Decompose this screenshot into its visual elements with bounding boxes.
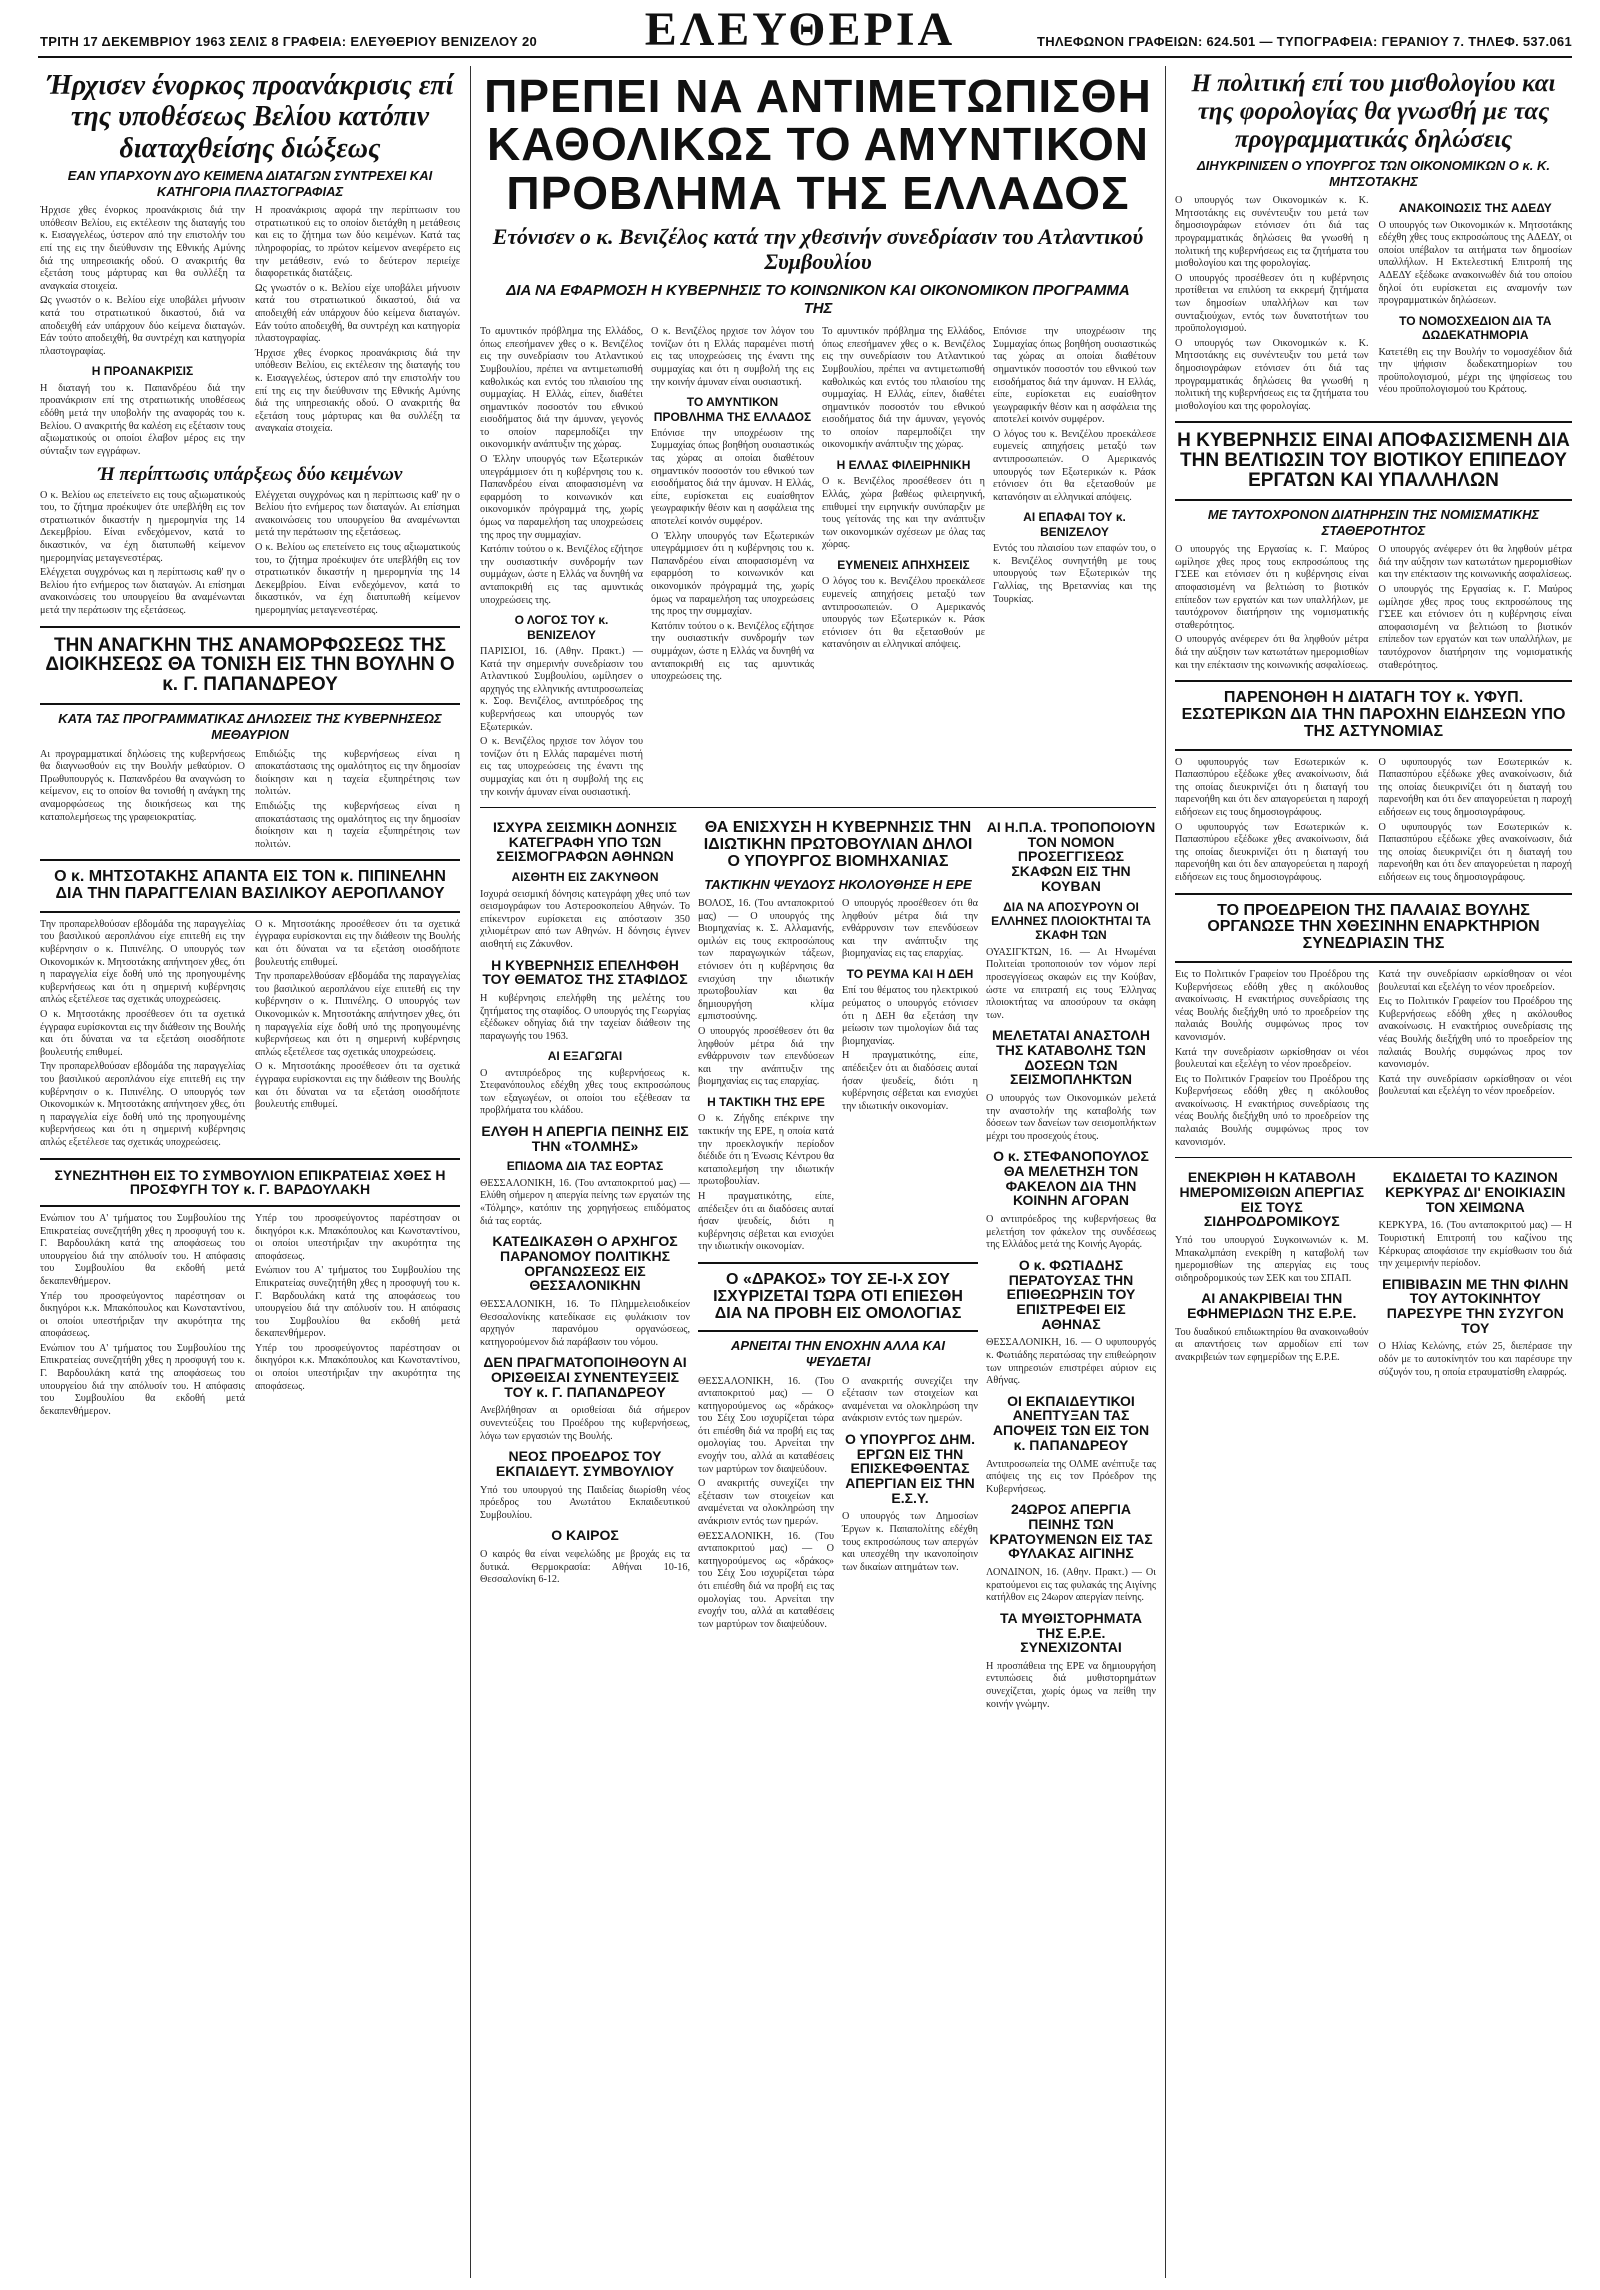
paragraph: Ήρχισε χθες ένορκος προανάκρισις διά την υπόθεσιν Βελίου, εις εκτέλεσιν της διαταγής του κ. Εισαγγελέως, ύστερον από την επιστολήν του επί της εις την διεύθυνσιν της Εθνικής Αμύνης διά της υπηρεσιακής οδού. Ο ανακριτής θα εξετάση τους μάρτυρας και θα συλλέξη τα αναγκαία στοιχεία. — [255, 347, 460, 435]
paragraph: Ο κ. Βελίου ως επετείνετο εις τους αξιωματικούς του, το ζήτημα προέκυψεν ότε υπεβλήθη εις τον στρατιωτικόν δικαστήν η ημερομηνία της 14 Δεκεμβρίου. Είναι ενδεχόμενον, κατά το δικαστικόν, να έχη διατυπωθή κείμενον ημερομηνίας μεταγενεστέρας. — [255, 541, 460, 616]
paragraph: Ο ανακριτής συνεχίζει την εξέτασιν των στοιχείων και αναμένεται να ολοκληρώση την ανάκρισιν εντός των ημερών. — [842, 1375, 978, 1425]
middle-columns — [480, 814, 1156, 1713]
paragraph: ΠΑΡΙΣΙΟΙ, 16. (Αθην. Πρακτ.) — Κατά την σημερινήν συνεδρίασιν του Ατλαντικού Συμβουλίου, ωμίλησεν ο αρχηγός της ελληνικής αντιπροσωπείας κ. Σοφ. Βενιζέλος, αντιπρόεδρος της κυβερνήσεως και υπουργός των Εξωτερικών. — [480, 645, 643, 733]
lead-body — [480, 326, 1156, 801]
paragraph: Κατά την συνεδρίασιν ωρκίσθησαν οι νέοι βουλευταί και εξελέγη το νέον προεδρείον. — [1378, 1073, 1572, 1098]
paragraph: Η προανάκρισις αφορά την περίπτωσιν του στρατιωτικού εις το οποίον διετάχθη η μετάθεσις και εις το ζήτημα των δύο κειμένων. Κατά τας πληροφορίας, το πρώτον κείμενον ανεφέρετο εις την μετάθεσιν, ενώ το δεύτερον περιείχε διαφορετικάς διατάξεις. — [255, 205, 460, 280]
column-divider — [470, 66, 471, 2278]
paragraph: Ο κ. Βελίου ως επετείνετο εις τους αξιωματικούς του, το ζήτημα προέκυψεν ότε υπεβλήθη εις τον στρατιωτικόν δικαστήν η ημερομηνία της 14 Δεκεμβρίου. Είναι ενδεχόμενον, κατά το δικαστικόν, να έχη διατυπωθή κείμενον ημερομηνίας μεταγενεστέρας. — [40, 489, 245, 564]
paragraph: Ήρχισε χθες ένορκος προανάκρισις διά την υπόθεσιν Βελίου, εις εκτέλεσιν της διαταγής του κ. Εισαγγελέως, ύστερον από την επιστολήν του επί της εις την διεύθυνσιν της Εθνικής Αμύνης διά της υπηρεσιακής οδού. Ο ανακριτής θα εξετάση τους μάρτυρας και θα συλλέξη τα αναγκαία στοιχεία. — [40, 205, 245, 292]
paragraph: Εις το Πολιτικόν Γραφείον του Προέδρου της Κυβερνήσεως εδόθη χθες η ακόλουθος ανακοίνωσις. Η ενακτήριος συνεδρίασις της νέας Βουλής διεξήχθη υπό το προεδρείον της παλαιάς Βουλής συμφώνως προς τον κανονισμόν. — [1378, 996, 1572, 1071]
paragraph: ΟΥΑΣΙΓΚΤΩΝ, 16. — Αι Ηνωμέναι Πολιτείαι τροποποιούν τον νόμον περί προσεγγίσεως σκαφών εις την Κούβαν, ώστε να επιτραπή εις τους Έλληνας πλοιοκτήτας να αποσύρουν τα σκάφη των. — [986, 946, 1156, 1021]
article-headline-common-market: Ο κ. ΣΤΕΦΑΝΟΠΟΥΛΟΣ ΘΑ ΜΕΛΕΤΗΣΗ ΤΟΝ ΦΑΚΕΛΟΝ ΔΙΑ ΤΗΝ ΚΟΙΝΗΝ ΑΓΟΡΑΝ — [993, 1148, 1149, 1209]
article-subhead: ΕΑΝ ΥΠΑΡΧΟΥΝ ΔΥΟ ΚΕΙΜΕΝΑ ΔΙΑΤΑΓΩΝ ΣΥΝΤΡΕΧΕΙ ΚΑΙ ΚΑΤΗΓΟΡΙΑ ΠΛΑΣΤΟΓΡΑΦΙΑΣ — [67, 168, 433, 199]
paragraph: Ο Έλλην υπουργός των Εξωτερικών υπεγράμμισεν ότι η κυβέρνησις του κ. Παπανδρέου είναι αποφασισμένη να εφαρμόση το κοινωνικόν και οικονομικόν πρόγραμμά της, χωρίς όμως να παραμελήση τας υποχρεώσεις της προς την συμμαχίαν. — [651, 530, 814, 618]
article-headline-papandreou: ΤΗΝ ΑΝΑΓΚΗΝ ΤΗΣ ΑΝΑΜΟΡΦΩΣΕΩΣ ΤΗΣ ΔΙΟΙΚΗΣΕΩΣ ΘΑ ΤΟΝΙΣΗ ΕΙΣ ΤΗΝ ΒΟΥΛΗΝ Ο κ. Γ. ΠΑΠΑΝΔΡΕΟΥ — [45, 634, 455, 696]
paragraph: Ο υφυπουργός των Εσωτερικών κ. Παπασπύρου εξέδωκε χθες ανακοίνωσιν, διά της οποίας διευκρινίζει ότι η διαταγή του παρενοήθη και ότι δεν απαγορεύεται η παροχή ειδήσεων εις τους δημοσιογράφους. — [1175, 821, 1369, 883]
article-headline-council: ΝΕΟΣ ΠΡΟΕΔΡΟΣ ΤΟΥ ΕΚΠΑΙΔΕΥΤ. ΣΥΜΒΟΥΛΙΟΥ — [495, 1448, 675, 1479]
paragraph: Ο υπουργός των Δημοσίων Έργων κ. Παπαπολίτης εδέχθη τους εκπροσώπους των απεργών και υπεσχέθη την ικανοποίησιν των δικαίων αιτημάτων των. — [842, 1511, 978, 1573]
article-headline-ere: ΤΑ ΜΥΘΙΣΤΟΡΗΜΑΤΑ ΤΗΣ Ε.Ρ.Ε. ΣΥΝΕΧΙΖΟΝΤΑΙ — [999, 1609, 1143, 1656]
paragraph: Ο λόγος του κ. Βενιζέλου προεκάλεσε ευμενείς απηχήσεις μεταξύ των αντιπροσωπειών. Ο Αμερικανός υπουργός των Εξωτερικών κ. Ράσκ ετόνισεν ότι θα εξετασθούν με κατανόησιν αι ελληνικαί απόψεις. — [993, 428, 1156, 503]
paragraph: Του δυαδικού επιδιωκτηρίου θα ανακοινωθούν αι απαντήσεις των αρμοδίων επί των ανακριβειών των εφημερίδων της Ε.Ρ.Ε. — [1175, 1326, 1369, 1363]
article-headline-car-accident: ΕΠΙΒΙΒΑΣΙΝ ΜΕ ΤΗΝ ΦΙΛΗΝ ΤΟΥ ΑΥΤΟΚΙΝΗΤΟΥ ΠΑΡΕΣΥΡΕ ΤΗΝ ΣΥΖΥΓΟΝ ΤΟΥ — [1382, 1275, 1569, 1336]
paragraph: Η πραγματικότης, είπε, απέδειξεν ότι αι διαδόσεις αυταί ήσαν ψευδείς, διότι η κυβέρνησις σέβεται και ενισχύει την ιδιωτικήν οικονομίαν. — [698, 1190, 834, 1253]
article-headline-conviction: ΚΑΤΕΔΙΚΑΣΘΗ Ο ΑΡΧΗΓΟΣ ΠΑΡΑΝΟΜΟΥ ΠΟΛΙΤΙΚΗΣ ΟΡΓΑΝΩΣΕΩΣ ΕΙΣ ΘΕΣΣΑΛΟΝΙΚΗΝ — [492, 1233, 678, 1294]
article-headline-aegina: 24ΩΡΟΣ ΑΠΕΡΓΙΑ ΠΕΙΝΗΣ ΤΩΝ ΚΡΑΤΟΥΜΕΝΩΝ ΕΙΣ ΤΑΣ ΦΥΛΑΚΑΣ ΑΙΓΙΝΗΣ — [989, 1501, 1153, 1562]
paragraph: Την προπαρελθούσαν εβδομάδα της παραγγελίας του βασιλικού αεροπλάνου είχε επιτεθή εις την κυβέρνησιν ο κ. Πιπινέλης. Ο υπουργός των Οικονομικών κ. Μητσοτάκης απήντησεν χθες, ότι η παραγγελία είχε δοθή υπό της προηγουμένης κυβερνήσεως και ότι η σημερινή κυβέρνησις απλώς εξετέλεσε τας σχετικάς υποχρεώσεις. — [255, 971, 460, 1058]
paragraph: Η κυβέρνησις επελήφθη της μελέτης του ζητήματος της σταφίδος. Ο υπουργός της Γεωργίας εξέδωκεν οδηγίας διά την ταχείαν διάθεσιν της παραγωγής του 1963. — [480, 992, 690, 1042]
article-subhead: ΔΙΗΥΚΡΙΝΙΣΕΝ Ο ΥΠΟΥΡΓΟΣ ΤΩΝ ΟΙΚΟΝΟΜΙΚΩΝ Ο κ. Κ. ΜΗΤΣΟΤΑΚΗΣ — [1196, 158, 1551, 189]
subhead: ΑΙΣΘΗΤΗ ΕΙΣ ΖΑΚΥΝΘΟΝ — [511, 870, 659, 885]
paragraph: Ο υπουργός των Οικονομικών κ. Μητσοτάκης εδέχθη χθες τους εκπροσώπους της ΑΔΕΔΥ, οι οποίοι υπέβαλον τα αιτήματα των δημοσίων υπαλλήλων. Η Εκτελεστική Επιτροπή της ΑΔΕΔΥ εξέδωκε ανακοινωθέν διά του οποίου δηλοί ότι ευρίσκεται εις αναμονήν των προγραμματικών δηλώσεων. — [1378, 219, 1572, 307]
paragraph: Ο υφυπουργός των Εσωτερικών κ. Παπασπύρου εξέδωκε χθες ανακοίνωσιν, διά της οποίας διευκρινίζει ότι η διαταγή του παρενοήθη και ότι δεν απαγορεύεται η παροχή ειδήσεων εις τους δημοσιογράφους. — [1378, 756, 1572, 818]
paragraph: Ο κ. Βενιζέλος ηρχισε τον λόγον του τονίζων ότι η Ελλάς παραμένει πιστή εις τας υποχρεώσεις της έναντι της συμμαχίας και ότι η συμβολή της εις την κοινήν άμυναν είναι ουσιαστική. — [480, 736, 643, 798]
section-heading: Η ΠΡΟΑΝΑΚΡΙΣΙΣ — [91, 364, 194, 379]
section-heading: ΤΟ ΝΟΜΟΣΧΕΔΙΟΝ ΔΙΑ ΤΑ ΔΩΔΕΚΑΤΗΜΟΡΙΑ — [1399, 313, 1552, 343]
masthead-phones: ΤΗΛΕΦΩΝΟΝ ΓΡΑΦΕΙΩΝ: 624.501 — ΤΥΠΟΓΡΑΦΕΙΑ: ΓΕΡΑΝΙΟΥ 7. ΤΗΛΕΦ. 537.061 — [1036, 34, 1572, 49]
paragraph: Η προσπάθεια της ΕΡΕ να δημιουργήση εντυπώσεις διά μυθιστορημάτων συνεχίζεται, χωρίς όμως να πείθη την κοινήν γνώμην. — [986, 1660, 1156, 1710]
paragraph: Ο κ. Μητσοτάκης προσέθεσεν ότι τα σχετικά έγγραφα ευρίσκονται εις την διάθεσιν της Βουλής και ότι δύναται να τα εξετάση οιοσδήποτε βουλευτής επιθυμεί. — [255, 1061, 460, 1111]
article-headline-mitsotakis: Ο κ. ΜΗΤΣΟΤΑΚΗΣ ΑΠΑΝΤΑ ΕΙΣ ΤΟΝ κ. ΠΙΠΙΝΕΛΗΝ ΔΙΑ ΤΗΝ ΠΑΡΑΓΓΕΛΙΑΝ ΒΑΣΙΛΙΚΟΥ ΑΕΡΟΠΛΑΝΟΥ — [54, 868, 446, 903]
paragraph: Ο υπουργός των Οικονομικών κ. Κ. Μητσοτάκης εις συνέντευξιν του μετά των δημοσιογράφων ετόνισεν ότι διά τας προγραμματικάς δηλώσεις θα γνωσθή η πολιτική της κυβερνήσεως εις τα ζητήματα του μισθολογίου και της φορολογίας. — [1175, 337, 1369, 412]
industry-column — [698, 814, 978, 1713]
paragraph: Ενώπιον του Α' τμήματος του Συμβουλίου της Επικρατείας συνεζητήθη χθες η προσφυγή του κ. Γ. Βαρδουλάκη κατά της αποφάσεως του υπουργείου διά την απόλυσίν του. Η απόφασις του Συμβουλίου θα εκδοθή μετά δεκαπενθήμερον. — [40, 1342, 245, 1417]
paragraph: Κατετέθη εις την Βουλήν το νομοσχέδιον διά την ψήφισιν δωδεκατημορίων του προϋπολογισμού, μέχρι της ψηφίσεως του νέου προϋπολογισμού του Κράτους. — [1378, 346, 1572, 396]
paragraph: Η διαταγή του κ. Παπανδρέου διά την προανάκρισιν επί της στρατιωτικής υποθέσεως εδόθη μετά την υποβολήν της αναφοράς του κ. Βελίου. Ο ανακριτής θα καλέση εις εξέτασιν τους αξιωματικούς οι οποίοι έλαβον μέρος εις την σύνταξιν των εγγράφων. — [40, 382, 245, 457]
paragraph: Ο υπουργός των Οικονομικών μελετά την αναστολήν της καταβολής των δόσεων των δανείων των σεισμοπλήκτων μέχρι του προσεχούς έτους. — [986, 1093, 1156, 1142]
article-body — [40, 205, 460, 460]
paragraph: ΘΕΣΣΑΛΟΝΙΚΗ, 16. — Ο υφυπουργός κ. Φωτιάδης περατώσας την επιθεώρησιν των υπηρεσιών επιστρέφει αύριον εις Αθήνας. — [986, 1337, 1156, 1387]
article-headline-casino: ΕΚΔΙΔΕΤΑΙ ΤΟ ΚΑΖΙΝΟΝ ΚΕΡΚΥΡΑΣ ΔΙ' ΕΝΟΙΚΙΑΣΙΝ ΤΟΝ ΧΕΙΜΩΝΑ — [1385, 1169, 1566, 1215]
section-heading: ΕΥΜΕΝΕΙΣ ΑΠΗΧΗΣΕΙΣ — [837, 558, 970, 573]
paragraph: ΘΕΣΣΑΛΟΝΙΚΗ, 16. (Του ανταποκριτού μας) — Ο κατηγορούμενος ως «δράκος» του Σέιχ Σου ισχυρίζεται τώρα ότι επιέσθη διά να προβή εις τας ομολογίας του. Αρνείται την ενοχήν του, αλλά αι καταθέσεις των μαρτύρων τον διαψεύδουν. — [698, 1530, 834, 1630]
article-headline-teachers: ΟΙ ΕΚΠΑΙΔΕΥΤΙΚΟΙ ΑΝΕΠΤΥΞΑΝ ΤΑΣ ΑΠΟΨΕΙΣ ΤΩΝ ΕΙΣ ΤΟΝ κ. ΠΑΠΑΝΔΡΕΟΥ — [992, 1392, 1150, 1453]
paragraph: Ο υπουργός προσέθεσεν ότι θα ληφθούν μέτρα διά την ενθάρρυνσιν των επενδύσεων και την ανάπτυξιν της βιομηχανίας εις τας επαρχίας. — [698, 1026, 834, 1088]
subhead: ΕΠΙΔΟΜΑ ΔΙΑ ΤΑΣ ΕΟΡΤΑΣ — [506, 1159, 664, 1174]
paragraph: Ο κ. Βενιζέλος ηρχισε τον λόγον του τονίζων ότι η Ελλάς παραμένει πιστή εις τας υποχρεώσεις της έναντι της συμμαχίας και ότι η συμβολή της εις την κοινήν άμυναν είναι ουσιαστική. — [651, 326, 814, 388]
article-headline-public-works: Ο ΥΠΟΥΡΓΟΣ ΔΗΜ. ΕΡΓΩΝ ΕΙΣ ΤΗΝ ΕΠΙΣΚΕΦΘΕΝΤΑΣ ΑΠΕΡΓΙΑΝ ΕΙΣ ΤΗΝ Ε.Σ.Υ. — [845, 1430, 975, 1506]
briefs-column — [480, 814, 690, 1713]
paragraph: Κατόπιν τούτου ο κ. Βενιζέλος εζήτησε την ουσιαστικήν συνδρομήν των συμμάχων, ώστε η Ελλάς να δυνηθή να ανταποκριθή εις τας αμυντικάς υποχρεώσεις της. — [651, 620, 814, 683]
paragraph: Ο υφυπουργός των Εσωτερικών κ. Παπασπύρου εξέδωκε χθες ανακοίνωσιν, διά της οποίας διευκρινίζει ότι η διαταγή του παρενοήθη και ότι δεν απαγορεύεται η παροχή ειδήσεων εις τους δημοσιογράφους. — [1378, 821, 1572, 883]
lead-deck: Ετόνισεν ο κ. Βενιζέλος κατά την χθεσινήν συνεδρίασιν του Ατλαντικού Συμβουλίου — [492, 223, 1144, 274]
subhead: ΔΙΑ ΝΑ ΑΠΟΣΥΡΟΥΝ ΟΙ ΕΛΛΗΝΕΣ ΠΛΟΙΟΚΤΗΤΑΙ ΤΑ ΣΚΑΦΗ ΤΩΝ — [991, 899, 1151, 943]
paragraph: Κατά την συνεδρίασιν ωρκίσθησαν οι νέοι βουλευταί και εξελέγη το νέον προεδρείον. — [1175, 1046, 1369, 1071]
paragraph: Επί του θέματος του ηλεκτρικού ρεύματος ο υπουργός ετόνισεν ότι η ΔΕΗ θα εξετάση την μείωσιν των τιμολογίων διά τας βιομηχανίας. — [842, 985, 978, 1047]
paragraph: Επόνισε την υποχρέωσιν της Συμμαχίας όπως βοηθήση ουσιαστικώς τας χώρας αι οποίαι διαθέτουν σημαντικόν ποσοστόν του εθνικού των εισοδήματος διά την άμυναν. Η Ελλάς, είπε, ευρίσκεται εις ευαίσθητον γεωγραφικήν θέσιν και η ασφάλεια της αποτελεί κοινόν συμφέρον. — [651, 427, 814, 528]
article-headline-vardoulakis: ΣΥΝΕΖΗΤΗΘΗ ΕΙΣ ΤΟ ΣΥΜΒΟΥΛΙΟΝ ΕΠΙΚΡΑΤΕΙΑΣ ΧΘΕΣ Η ΠΡΟΣΦΥΓΗ ΤΟΥ κ. Γ. ΒΑΡΔΟΥΛΑΚΗ — [54, 1166, 446, 1198]
section-heading: Ο ΛΟΓΟΣ ΤΟΥ κ. ΒΕΝΙΖΕΛΟΥ — [514, 613, 609, 642]
article-headline-tolmi: ΕΛΥΘΗ Η ΑΠΕΡΓΙΑ ΠΕΙΝΗΣ ΕΙΣ ΤΗΝ «ΤΟΛΜΗΣ» — [481, 1123, 689, 1154]
article-headline-interviews: ΔΕΝ ΠΡΑΓΜΑΤΟΠΟΙΗΘΟΥΝ ΑΙ ΟΡΙΣΘΕΙΣΑΙ ΣΥΝΕΝΤΕΥΞΕΙΣ ΤΟΥ κ. Γ. ΠΑΠΑΝΔΡΕΟΥ — [483, 1354, 687, 1400]
paragraph: Υπό του υπουργού Συγκοινωνιών κ. Μ. Μπακαλμπάση ενεκρίθη η καταβολή των ημερομισθίων της απεργίας εις τους σιδηροδρομικούς των ΣΕΚ και του ΣΠΑΠ. — [1175, 1235, 1369, 1284]
weather-heading: Ο ΚΑΙΡΟΣ — [551, 1527, 619, 1544]
paragraph: Ελέγχεται συγχρόνως και η περίπτωσις καθ' ην ο Βελίου ήτο ενήμερος των διαταγών. Αι επίσημαι ανακοινώσεις του υπουργείου θα αναμένωνται μετά την περάτωσιν της εξετάσεως. — [255, 489, 460, 539]
section-heading: ΑΙ ΕΠΑΦΑΙ ΤΟΥ κ. ΒΕΝΙΖΕΛΟΥ — [1023, 510, 1126, 539]
section-heading: ΑΙ ΕΞΑΓΩΓΑΙ — [547, 1049, 623, 1064]
paragraph: Εντός του πλαισίου των επαφών του, ο κ. Βενιζέλος συνηντήθη με τους υπουργούς των Εξωτερικών της Γαλλίας, της Βρεταννίας και της Τουρκίας. — [993, 543, 1156, 605]
paragraph: ΒΟΛΟΣ, 16. (Του ανταποκριτού μας) — Ο υπουργός της Βιομηχανίας κ. Σ. Αλλαμανής, ομιλών εις τους εκπροσώπους των παραγωγικών τάξεων, ετόνισεν ότι η κυβέρνησις θα ενισχύση την ιδιωτικήν πρωτοβουλίαν και θα δημιουργήση κλίμα εμπιστοσύνης. — [698, 898, 834, 1023]
newspaper-title: ΕΛΕΥΘΕΡΙΑ — [644, 3, 956, 56]
article-subhead: ΑΡΝΕΙΤΑΙ ΤΗΝ ΕΝΟΧΗΝ ΑΛΛΑ ΚΑΙ ΨΕΥΔΕΤΑΙ — [730, 1338, 946, 1369]
paragraph: Ο υπουργός της Εργασίας κ. Γ. Μαύρος ωμίλησε χθες προς τους εκπροσώπους της ΓΣΕΕ και ετόνισεν ότι η κυβέρνησις είναι αποφασισμένη να βελτιώση το βιοτικόν επίπεδον των εργατών και των υπαλλήλων, με ταυτόχρονον διατήρησιν της νομισματικής σταθερότητος. — [1378, 584, 1572, 671]
paragraph: Ο λόγος του κ. Βενιζέλου προεκάλεσε ευμενείς απηχήσεις μεταξύ των αντιπροσωπειών. Ο Αμερικανός υπουργός των Εξωτερικών κ. Ράσκ ετόνισεν ότι θα εξετασθούν με κατανόησιν αι ελληνικαί απόψεις. — [822, 576, 985, 651]
paragraph: Ο υφυπουργός των Εσωτερικών κ. Παπασπύρου εξέδωκε χθες ανακοίνωσιν, διά της οποίας διευκρινίζει ότι η διαταγή του παρενοήθη και ότι δεν απαγορεύεται η παροχή ειδήσεων εις τους δημοσιογράφους. — [1175, 756, 1369, 818]
paragraph: ΚΕΡΚΥΡΑ, 16. (Του ανταποκριτού μας) — Η Τουριστική Επιτροπή του καζίνου της Κέρκυρας αποφάσισε την εκμίσθωσιν του διά την χειμερινήν περίοδον. — [1378, 1220, 1572, 1270]
article-headline-parliament: ΤΟ ΠΡΟΕΔΡΕΙΟΝ ΤΗΣ ΠΑΛΑΙΑΣ ΒΟΥΛΗΣ ΟΡΓΑΝΩΣΕ ΤΗΝ ΧΘΕΣΙΝΗΝ ΕΝΑΡΚΤΗΡΙΟΝ ΣΥΝΕΔΡΙΑΣΙΝ ΤΗΣ — [1207, 901, 1540, 953]
paragraph: Υπέρ του προσφεύγοντος παρέστησαν οι δικηγόροι κ.κ. Μπακόπουλος και Κωνσταντίνου, οι οποίοι υπεστήριξαν την ακυρότητα της αποφάσεως. — [255, 1212, 460, 1262]
paragraph: Ενώπιον του Α' τμήματος του Συμβουλίου της Επικρατείας συνεζητήθη χθες η προσφυγή του κ. Γ. Βαρδουλάκη κατά της αποφάσεως του υπουργείου διά την απόλυσίν του. Η απόφασις του Συμβουλίου θα εκδοθή μετά δεκαπενθήμερον. — [40, 1212, 245, 1287]
paragraph: Αντιπροσωπεία της ΟΛΜΕ ανέπτυξε τας απόψεις της εις τον Πρόεδρον της Κυβερνήσεως. — [986, 1458, 1156, 1495]
article-headline-railway: ΕΝΕΚΡΙΘΗ Η ΚΑΤΑΒΟΛΗ ΗΜΕΡΟΜΙΣΘΙΩΝ ΑΠΕΡΓΙΑΣ ΕΙΣ ΤΟΥΣ ΣΙΔΗΡΟΔΡΟΜΙΚΟΥΣ — [1179, 1169, 1364, 1230]
paragraph: Ο υπουργός ανέφερεν ότι θα ληφθούν μέτρα διά την αύξησιν των κατωτάτων ημερομισθίων και την επέκτασιν της κοινωνικής ασφαλίσεως. — [1175, 634, 1369, 671]
paragraph: Ο αντιπρόεδρος της κυβερνήσεως θα μελετήση τον φάκελον της συνδέσεως της Ελλάδος μετά της Κοινής Αγοράς. — [986, 1214, 1156, 1251]
paragraph: Ισχυρά σεισμική δόνησις κατεγράφη χθες υπό των σεισμογράφων του Αστεροσκοπείου Αθηνών. Το επίκεντρον ευρίσκεται εις απόστασιν 350 χιλιομέτρων από των Αθηνών. Η δόνησις έγινεν αισθητή εις Ζάκυνθον. — [480, 888, 690, 950]
weather-text: Ο καιρός θα είναι νεφελώδης με βροχάς εις τα δυτικά. Θερμοκρασία: Αθήναι 10-16, Θεσσαλονίκη 6-12. — [480, 1549, 690, 1586]
lead-kicker: ΔΙΑ ΝΑ ΕΦΑΡΜΟΣΗ Η ΚΥΒΕΡΝΗΣΙΣ ΤΟ ΚΟΙΝΩΝΙΚΟΝ ΚΑΙ ΟΙΚΟΝΟΜΙΚΟΝ ΠΡΟΓΡΑΜΜΑ ΤΗΣ — [506, 282, 1130, 318]
paragraph: Ενώπιον του Α' τμήματος του Συμβουλίου της Επικρατείας συνεζητήθη χθες η προσφυγή του κ. Γ. Βαρδουλάκη κατά της αποφάσεως του υπουργείου διά την απόλυσίν του. Η απόφασις του Συμβουλίου θα εκδοθή μετά δεκαπενθήμερον. — [255, 1265, 460, 1340]
paragraph: Ο υπουργός προσέθεσεν ότι θα ληφθούν μέτρα διά την ενθάρρυνσιν των επενδύσεων και την ανάπτυξιν της βιομηχανίας εις τας επαρχίας. — [842, 898, 978, 960]
news-briefs-column — [986, 814, 1156, 1713]
paragraph: Ο κ. Μητσοτάκης προσέθεσεν ότι τα σχετικά έγγραφα ευρίσκονται εις την διάθεσιν της Βουλής και ότι δύναται να τα εξετάση οιοσδήποτε βουλευτής επιθυμεί. — [40, 1009, 245, 1058]
article-subhead: ΤΑΚΤΙΚΗΝ ΨΕΥΔΟΥΣ ΗΚΟΛΟΥΘΗΣΕ Η ΕΡΕ — [704, 876, 972, 892]
paragraph: Αι προγραμματικαί δηλώσεις της κυβερνήσεως θα διαγνωσθούν εις την Βουλήν μεθαύριον. Ο Πρωθυπουργός κ. Παπανδρέου θα αναγνώση το κείμενον, εις το οποίον θα τονισθή η ανάγκη της αναμορφώσεως της διοικήσεως και της καταπολεμήσεως της γραφειοκρατίας. — [40, 748, 245, 823]
article-headline-usa-cuba: ΑΙ Η.Π.Α. ΤΡΟΠΟΠΟΙΟΥΝ ΤΟΝ ΝΟΜΟΝ ΠΡΟΣΕΓΓΙΣΕΩΣ ΣΚΑΦΩΝ ΕΙΣ ΤΗΝ ΚΟΥΒΑΝ — [986, 819, 1156, 894]
section-heading: Η ΤΑΚΤΙΚΗ ΤΗΣ ΕΡΕ — [707, 1095, 825, 1109]
article-headline-salaries: Η πολιτική επί του μισθολογίου και της φορολογίας θα γνωσθή με τας προγραμματικάς δηλώσεις — [1191, 70, 1556, 153]
masthead-rule — [38, 56, 1572, 58]
paragraph: Ο Ηλίας Κελώνης, ετών 25, διεπέρασε την οδόν με το αυτοκίνητόν του και παρέσυρε την σύζυγόν του, η οποία ετραυματίσθη ελαφρώς. — [1378, 1341, 1572, 1378]
paragraph: Η πραγματικότης, είπε, απέδειξεν ότι αι διαδόσεις αυταί ήσαν ψευδείς, διότι η κυβέρνησις σέβεται και ενισχύει την ιδιωτικήν οικονομίαν. — [842, 1050, 978, 1112]
paragraph: Υπέρ του προσφεύγοντος παρέστησαν οι δικηγόροι κ.κ. Μπακόπουλος και Κωνσταντίνου, οι οποίοι υπεστήριξαν την ακυρότητα της αποφάσεως. — [255, 1342, 460, 1392]
paragraph: Ο υπουργός της Εργασίας κ. Γ. Μαύρος ωμίλησε χθες προς τους εκπροσώπους της ΓΣΕΕ και ετόνισεν ότι η κυβέρνησις είναι αποφασισμένη να βελτιώση το βιοτικόν επίπεδον των εργατών και των υπαλλήλων, με ταυτόχρονον διατήρησιν της νομισματικής σταθερότητος. — [1175, 544, 1369, 631]
article-headline-police-news: ΠΑΡΕΝΟΗΘΗ Η ΔΙΑΤΑΓΗ ΤΟΥ κ. ΥΦΥΠ. ΕΣΩΤΕΡΙΚΩΝ ΔΙΑ ΤΗΝ ΠΑΡΟΧΗΝ ΕΙΔΗΣΕΩΝ ΥΠΟ ΤΗΣ ΑΣΤΥΝΟΜΙΑΣ — [1181, 689, 1566, 740]
article-subhead: ΚΑΤΑ ΤΑΣ ΠΡΟΓΡΑΜΜΑΤΙΚΑΣ ΔΗΛΩΣΕΙΣ ΤΗΣ ΚΥΒΕΡΝΗΣΕΩΣ ΜΕΘΑΥΡΙΟΝ — [58, 711, 442, 742]
paragraph: Υπέρ του προσφεύγοντος παρέστησαν οι δικηγόροι κ.κ. Μπακόπουλος και Κωνσταντίνου, οι οποίοι υπεστήριξαν την ακυρότητα της αποφάσεως. — [40, 1290, 245, 1340]
paragraph: Εις το Πολιτικόν Γραφείον του Προέδρου της Κυβερνήσεως εδόθη χθες η ακόλουθος ανακοίνωσις. Η ενακτήριος συνεδρίασις της νέας Βουλής διεξήχθη υπό το προεδρείον της παλαιάς Βουλής συμφώνως προς τον κανονισμόν. — [1175, 1073, 1369, 1148]
paragraph: Ως γνωστόν ο κ. Βελίου είχε υποβάλει μήνυσιν κατά του στρατιωτικού δικαστού, διά να αποδειχθή εάν υπάρχουν δύο κείμενα διαταγών. Εάν τούτο αποδειχθή, θα συντρέχη και κατηγορία πλαστογραφίας. — [40, 295, 245, 357]
paragraph: Το αμυντικόν πρόβλημα της Ελλάδος, όπως επεσήμανεν χθες ο κ. Βενιζέλος εις την συνεδρίασιν του Ατλαντικού Συμβουλίου, πρέπει να αντιμετωπισθή καθολικώς και εντός του πλαισίου της συμμαχίας. Η Ελλάς, είπεν, διαθέτει σημαντικόν ποσοστόν του εθνικού εισοδήματος διά την άμυναν, γεγονός το οποίον παρεμποδίζει την οικονομικήν ανάπτυξιν της χώρας. — [822, 326, 985, 451]
paragraph: Ο κ. Ζήγδης επέκρινε την τακτικήν της ΕΡΕ, η οποία κατά την προεκλογικήν περίοδον διέδιδε ότι η Ένωσις Κέντρου θα καταπολεμήση την ιδιωτικήν πρωτοβουλίαν. — [698, 1113, 834, 1188]
section-heading: ΑΝΑΚΟΙΝΩΣΙΣ ΤΗΣ ΑΔΕΔΥ — [1398, 201, 1552, 216]
paragraph: Ο αντιπρόεδρος της κυβερνήσεως κ. Στεφανόπουλος εδέχθη χθες τους εκπροσώπους των εξαγωγέων, οι οποίοι του εξέθεσαν τα προβλήματα του κλάδου. — [480, 1067, 690, 1117]
paragraph: Την προπαρελθούσαν εβδομάδα της παραγγελίας του βασιλικού αεροπλάνου είχε επιτεθή εις την κυβέρνησιν ο κ. Πιπινέλης. Ο υπουργός των Οικονομικών κ. Μητσοτάκης απήντησεν χθες, ότι η παραγγελία είχε δοθή υπό της προηγουμένης κυβερνήσεως και ότι η σημερινή κυβέρνησις απλώς εξετέλεσε τας σχετικάς υποχρεώσεις. — [40, 918, 245, 1006]
article-headline-living-standard: Η ΚΥΒΕΡΝΗΣΙΣ ΕΙΝΑΙ ΑΠΟΦΑΣΙΣΜΕΝΗ ΔΙΑ ΤΗΝ ΒΕΛΤΙΩΣΙΝ ΤΟΥ ΒΙΟΤΙΚΟΥ ΕΠΙΠΕΔΟΥ ΕΡΓΑΤΩΝ ΚΑΙ ΥΠΑΛΛΗΛΩΝ — [1177, 430, 1570, 492]
paragraph: Ο κ. Βενιζέλος προσέθεσεν ότι η Ελλάς, χώρα βαθέως φιλειρηνική, επιθυμεί την ειρηνικήν συνύπαρξιν με τους γείτονάς της και την ανάπτυξιν των οικονομικών σχέσεων με όλας τας χώρας. — [822, 476, 985, 551]
section-heading: ΤΟ ΡΕΥΜΑ ΚΑΙ Η ΔΕΗ — [846, 967, 974, 982]
article-headline-earthquake: ΙΣΧΥΡΑ ΣΕΙΣΜΙΚΗ ΔΟΝΗΣΙΣ ΚΑΤΕΓΡΑΦΗ ΥΠΟ ΤΩΝ ΣΕΙΣΜΟΓΡΑΦΩΝ ΑΘΗΝΩΝ — [493, 819, 677, 865]
section-heading: ΤΟ ΑΜΥΝΤΙΚΟΝ ΠΡΟΒΛΗΜΑ ΤΗΣ ΕΛΛΑΔΟΣ — [653, 395, 812, 424]
paragraph: Ο κ. Μητσοτάκης προσέθεσεν ότι τα σχετικά έγγραφα ευρίσκονται εις την διάθεσιν της Βουλής και ότι δύναται να τα εξετάση οιοσδήποτε βουλευτής επιθυμεί. — [255, 918, 460, 968]
article-headline-inaccuracies: ΑΙ ΑΝΑΚΡΙΒΕΙΑΙ ΤΗΝ ΕΦΗΜΕΡΙΔΩΝ ΤΗΣ Ε.Ρ.Ε. — [1187, 1290, 1357, 1322]
paragraph: ΘΕΣΣΑΛΟΝΙΚΗ, 16. (Του ανταποκριτού μας) — Ελύθη σήμερον η απεργία πείνης των εργατών της «Τόλμης», κατόπιν της χορηγήσεως επιδόματος διά τας εορτάς. — [480, 1177, 690, 1227]
article-subhead: ΜΕ ΤΑΥΤΟΧΡΟΝΟΝ ΔΙΑΤΗΡΗΣΙΝ ΤΗΣ ΝΟΜΙΣΜΑΤΙΚΗΣ ΣΤΑΘΕΡΟΤΗΤΟΣ — [1207, 507, 1540, 538]
paragraph: Υπό του υπουργού της Παιδείας διωρίσθη νέος πρόεδρος του Ανωτάτου Εκπαιδευτικού Συμβουλίου. — [480, 1484, 690, 1521]
article-headline-drakos: Ο «ΔΡΑΚΟΣ» ΤΟΥ ΣΕ-Ι-Χ ΣΟΥ ΙΣΧΥΡΙΖΕΤΑΙ ΤΩΡΑ ΟΤΙ ΕΠΙΕΣΘΗ ΔΙΑ ΝΑ ΠΡΟΒΗ ΕΙΣ ΟΜΟΛΟΓΙΑΣ — [713, 1270, 963, 1322]
paragraph: ΘΕΣΣΑΛΟΝΙΚΗ, 16. (Του ανταποκριτού μας) — Ο κατηγορούμενος ως «δράκος» του Σέιχ Σου ισχυρίζεται τώρα ότι επιέσθη διά να προβή εις τας ομολογίας του. Αρνείται την ενοχήν του, αλλά αι καταθέσεις των μαρτύρων τον διαψεύδουν. — [698, 1375, 834, 1475]
section-heading: Η ΕΛΛΑΣ ΦΙΛΕΙΡΗΝΙΚΗ — [836, 458, 971, 473]
paragraph: ΘΕΣΣΑΛΟΝΙΚΗ, 16. Το Πλημμελειοδικείον Θεσσαλονίκης κατεδίκασε εις φυλάκισιν τον αρχηγόν παρανόμου οργανώσεως, κατηγορούμενον διά παράβασιν του νόμου. — [480, 1298, 690, 1348]
paragraph: Ανεβλήθησαν αι ορισθείσαι διά σήμερον συνεντεύξεις του Προέδρου της κυβερνήσεως, λόγω των εργασιών της Βουλής. — [480, 1405, 690, 1442]
lead-headline: ΠΡΕΠΕΙ ΝΑ ΑΝΤΙΜΕΤΩΠΙΣΘΗ ΚΑΘΟΛΙΚΩΣ ΤΟ ΑΜΥΝΤΙΚΟΝ ΠΡΟΒΛΗΜΑ ΤΗΣ ΕΛΛΑΔΟΣ — [484, 70, 1152, 219]
center-section — [480, 66, 1156, 2278]
paragraph: Κατόπιν τούτου ο κ. Βενιζέλος εζήτησε την ουσιαστικήν συνδρομήν των συμμάχων, ώστε η Ελλάς να δυνηθή να ανταποκριθή εις τας αμυντικάς υποχρεώσεις της. — [480, 544, 643, 606]
article-headline-industry: ΘΑ ΕΝΙΣΧΥΣΗ Η ΚΥΒΕΡΝΗΣΙΣ ΤΗΝ ΙΔΙΩΤΙΚΗΝ ΠΡΩΤΟΒΟΥΛΙΑΝ ΔΗΛΟΙ Ο ΥΠΟΥΡΓΟΣ ΒΙΟΜΗΧΑΝΙΑΣ — [703, 819, 973, 870]
masthead-dateline: ΤΡΙΤΗ 17 ΔΕΚΕΜΒΡΙΟΥ 1963 ΣΕΛΙΣ 8 ΓΡΑΦΕΙΑ: ΕΛΕΥΘΕΡΙΟΥ ΒΕΝΙΖΕΛΟΥ 20 — [40, 34, 538, 49]
article-headline-stafida: Η ΚΥΒΕΡΝΗΣΙΣ ΕΠΕΛΗΦΘΗ ΤΟΥ ΘΕΜΑΤΟΣ ΤΗΣ ΣΤΑΦΙΔΟΣ — [482, 956, 688, 988]
masthead — [0, 0, 1600, 56]
paragraph: Ο υπουργός των Οικονομικών κ. Κ. Μητσοτάκης εις συνέντευξιν του μετά των δημοσιογράφων ετόνισεν ότι διά τας προγραμματικάς δηλώσεις θα γνωσθή η πολιτική της κυβερνήσεως εις τα ζητήματα του μισθολογίου και της φορολογίας. — [1175, 195, 1369, 270]
paragraph: Ο Έλλην υπουργός των Εξωτερικών υπεγράμμισεν ότι η κυβέρνησις του κ. Παπανδρέου είναι αποφασισμένη να εφαρμόση το κοινωνικόν και οικονομικόν πρόγραμμά της, χωρίς όμως να παραμελήση τας υποχρεώσεις της προς την συμμαχίαν. — [480, 454, 643, 541]
paragraph: ΛΟΝΔΙΝΟΝ, 16. (Αθην. Πρακτ.) — Οι κρατούμενοι εις τας φυλακάς της Αιγίνης κατήλθον εις 24ωρον απεργίαν πείνης. — [986, 1567, 1156, 1604]
left-column — [40, 66, 460, 2278]
paragraph: Επόνισε την υποχρέωσιν της Συμμαχίας όπως βοηθήση ουσιαστικώς τας χώρας αι οποίαι διαθέτουν σημαντικόν ποσοστόν του εθνικού των εισοδήματος διά την άμυναν. Η Ελλάς, είπε, ευρίσκεται εις ευαίσθητον γεωγραφικήν θέσιν και η ασφάλεια της αποτελεί κοινόν συμφέρον. — [993, 326, 1156, 426]
paragraph: Εις το Πολιτικόν Γραφείον του Προέδρου της Κυβερνήσεως εδόθη χθες η ακόλουθος ανακοίνωσις. Η ενακτήριος συνεδρίασις της νέας Βουλής διεξήχθη υπό το προεδρείον της παλαιάς Βουλής συμφώνως προς τον κανονισμόν. — [1175, 968, 1369, 1043]
paragraph: Κατά την συνεδρίασιν ωρκίσθησαν οι νέοι βουλευταί και εξελέγη το νέον προεδρείον. — [1378, 968, 1572, 993]
paragraph: Επιδιώξις της κυβερνήσεως είναι η αποκατάστασις της ομαλότητος εις την δημοσίαν διοίκησιν και η ταχεία εξυπηρέτησις των πολιτών. — [255, 800, 460, 850]
paragraph: Το αμυντικόν πρόβλημα της Ελλάδος, όπως επεσήμανεν χθες ο κ. Βενιζέλος εις την συνεδρίασιν του Ατλαντικού Συμβουλίου, πρέπει να αντιμετωπισθή καθολικώς και εντός του πλαισίου της συμμαχίας. Η Ελλάς, είπεν, διαθέτει σημαντικόν ποσοστόν του εθνικού εισοδήματος διά την άμυναν, γεγονός το οποίον παρεμποδίζει την οικονομικήν ανάπτυξιν της χώρας. — [480, 326, 643, 451]
article-headline-veliou: Ήρχισεν ένορκος προανάκρισις επί της υποθέσεως Βελίου κατόπιν διαταχθείσης διώξεως — [46, 70, 454, 164]
paragraph: Επιδιώξις της κυβερνήσεως είναι η αποκατάστασις της ομαλότητος εις την δημοσίαν διοίκησιν και η ταχεία εξυπηρέτησις των πολιτών. — [255, 748, 460, 798]
section-heading-italic: Ή περίπτωσις υπάρξεως δύο κειμένων — [97, 464, 403, 486]
paragraph: Ως γνωστόν ο κ. Βελίου είχε υποβάλει μήνυσιν κατά του στρατιωτικού δικαστού, διά να αποδειχθή εάν υπάρχουν δύο κείμενα διαταγών. Εάν τούτο αποδειχθή, θα συντρέχη και κατηγορία πλαστογραφίας. — [255, 282, 460, 345]
article-headline-fotiadis: Ο κ. ΦΩΤΙΑΔΗΣ ΠΕΡΑΤΟΥΣΑΣ ΤΗΝ ΕΠΙΘΕΩΡΗΣΙΝ ΤΟΥ ΕΠΙΣΤΡΕΦΕΙ ΕΙΣ ΑΘΗΝΑΣ — [1006, 1256, 1136, 1332]
article-headline-earthquake-loans: ΜΕΛΕΤΑΤΑΙ ΑΝΑΣΤΟΛΗ ΤΗΣ ΚΑΤΑΒΟΛΗΣ ΤΩΝ ΔΟΣΕΩΝ ΤΩΝ ΣΕΙΣΜΟΠΛΗΚΤΩΝ — [991, 1027, 1150, 1088]
paragraph: Ο υπουργός ανέφερεν ότι θα ληφθούν μέτρα διά την αύξησιν των κατωτάτων ημερομισθίων και την επέκτασιν της κοινωνικής ασφαλίσεως. — [1378, 544, 1572, 581]
paragraph: Ο υπουργός προσέθεσεν ότι η κυβέρνησις προτίθεται να επιλύση τα εκκρεμή ζητήματα των δημοσίων υπαλλήλων και των συνταξιούχων, εντός των δυνατοτήτων του προϋπολογισμού. — [1175, 272, 1369, 335]
paragraph: Ελέγχεται συγχρόνως και η περίπτωσις καθ' ην ο Βελίου ήτο ενήμερος των διαταγών. Αι επίσημαι ανακοινώσεις του υπουργείου θα αναμένωνται μετά την περάτωσιν της εξετάσεως. — [40, 567, 245, 616]
paragraph: Την προπαρελθούσαν εβδομάδα της παραγγελίας του βασιλικού αεροπλάνου είχε επιτεθή εις την κυβέρνησιν ο κ. Πιπινέλης. Ο υπουργός των Οικονομικών κ. Μητσοτάκης απήντησεν χθες, ότι η παραγγελία είχε δοθή υπό της προηγουμένης κυβερνήσεως και ότι η σημερινή κυβέρνησις απλώς εξετέλεσε τας σχετικάς υποχρεώσεις. — [40, 1061, 245, 1148]
column-divider — [1165, 66, 1166, 2278]
paragraph: Ο ανακριτής συνεχίζει την εξέτασιν των στοιχείων και αναμένεται να ολοκληρώση την ανάκρισιν εντός των ημερών. — [698, 1478, 834, 1528]
right-column — [1175, 66, 1572, 2278]
